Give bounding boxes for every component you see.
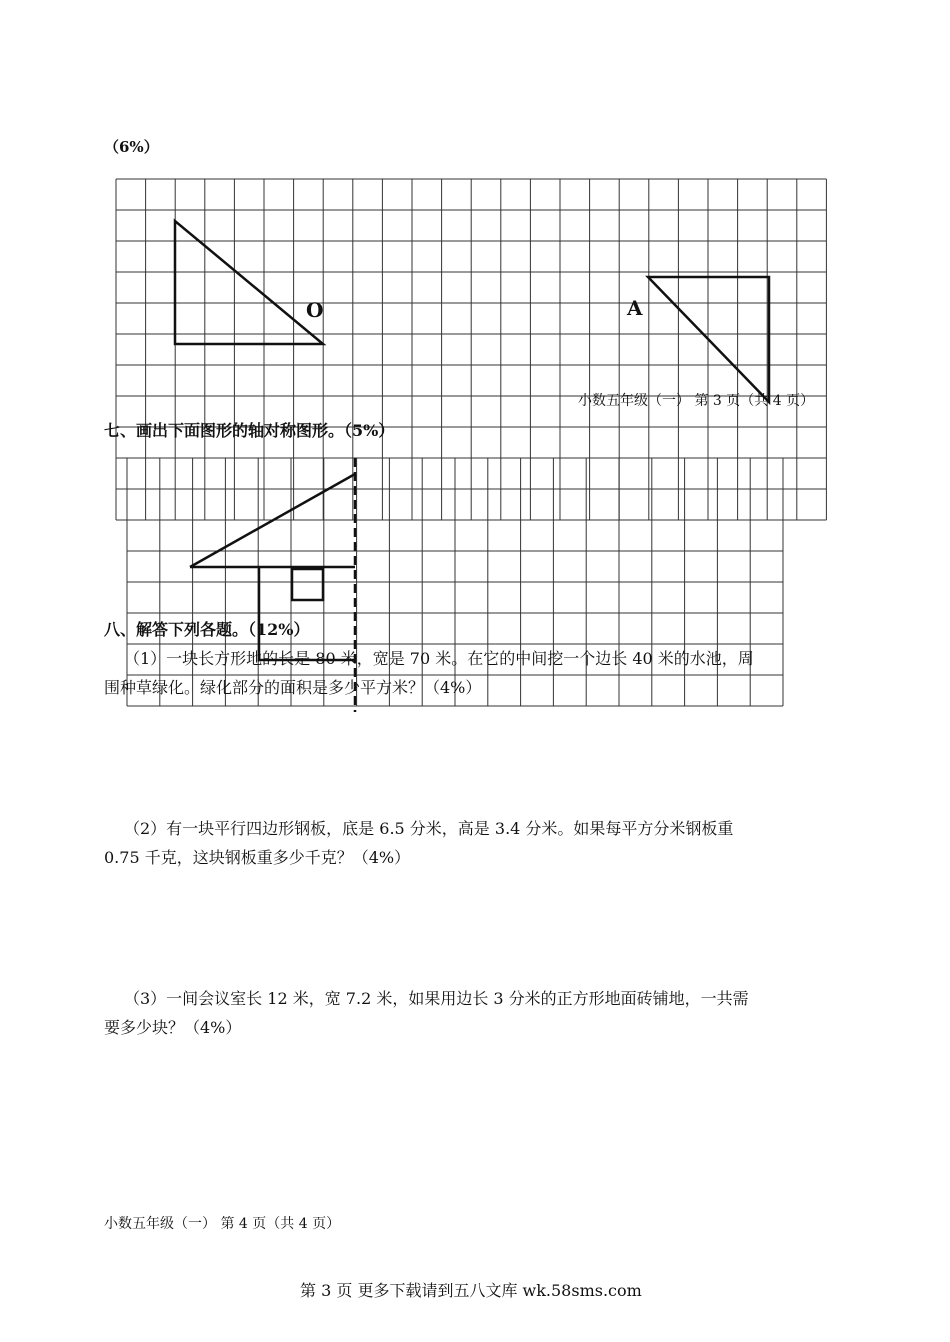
point-a-label: A	[627, 296, 643, 320]
q2-line1: （2）有一块平行四边形钢板，底是 6.5 分米，高是 3.4 分米。如果每平方分米钢板重	[124, 819, 734, 838]
bottom-footer: 第 3 页 更多下载请到五八文库 wk.58sms.com	[300, 1281, 642, 1300]
section7-title: 七、画出下面图形的轴对称图形。（5%）	[104, 421, 395, 440]
triangle-o	[175, 221, 323, 344]
rotation-score: （6%）	[104, 138, 159, 156]
q2-line2: 0.75 千克，这块钢板重多少千克？（4%）	[104, 848, 411, 867]
q3-line2: 要多少块？（4%）	[104, 1018, 242, 1037]
point-o-label: O	[306, 298, 324, 322]
page4-footer: 小数五年级（一） 第 4 页（共 4 页）	[104, 1216, 341, 1232]
page3-footer: 小数五年级（一） 第 3 页（共 4 页）	[578, 393, 815, 409]
section8-title: 八、解答下列各题。（12%）	[104, 620, 310, 639]
q3-line1: （3）一间会议室长 12 米，宽 7.2 米，如果用边长 3 分米的正方形地面砖铺地，一共需	[124, 989, 749, 1008]
q1-line2: 围种草绿化。绿化部分的面积是多少平方米？（4%）	[104, 678, 482, 697]
q1-line1: （1）一块长方形地的长是 80 米，宽是 70 米。在它的中间挖一个边长 40 米的水池，周	[124, 649, 754, 668]
